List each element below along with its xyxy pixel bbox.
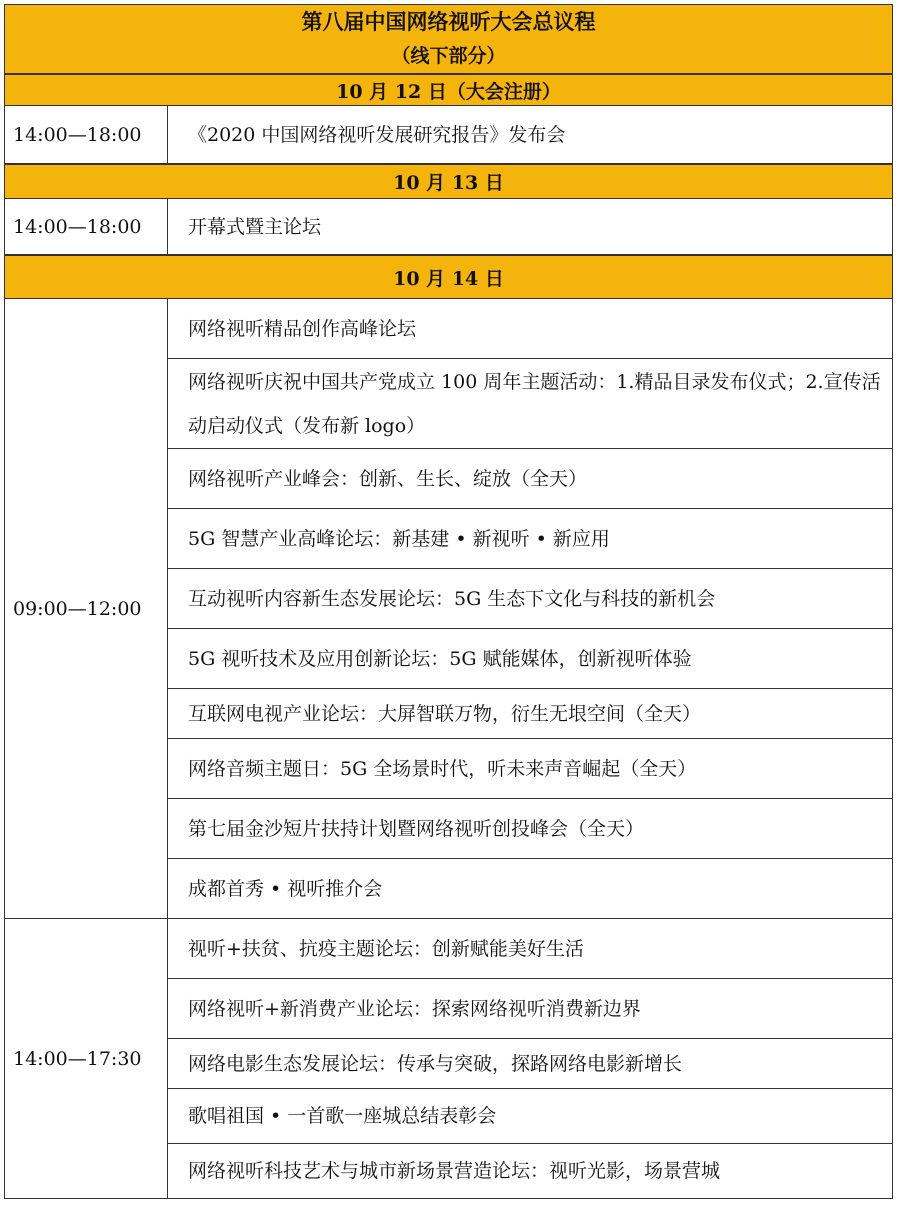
- time-slot: 14:00—18:00: [4, 199, 168, 255]
- session-item: 5G 视听技术及应用创新论坛：5G 赋能媒体，创新视听体验: [168, 629, 893, 689]
- time-slot-morning: 09:00—12:00: [4, 299, 168, 919]
- session-item: 网络视听精品创作高峰论坛: [168, 299, 893, 359]
- session-item: 网络视听庆祝中国共产党成立 100 周年主题活动：1.精品目录发布仪式；2.宣传活动启动仪式（发布新 logo）: [168, 359, 893, 449]
- day-label: 10 月 12 日（大会注册）: [336, 80, 561, 103]
- day-header-oct13: [4, 164, 893, 199]
- session-item: 视听+扶贫、抗疫主题论坛：创新赋能美好生活: [168, 919, 893, 979]
- session-item: 互联网电视产业论坛：大屏智联万物，衍生无垠空间（全天）: [168, 689, 893, 739]
- session-item: 互动视听内容新生态发展论坛：5G 生态下文化与科技的新机会: [168, 569, 893, 629]
- session-item: 开幕式暨主论坛: [168, 199, 893, 255]
- time-slot-afternoon: 14:00—17:30: [4, 919, 168, 1199]
- session-item: 第七届金沙短片扶持计划暨网络视听创投峰会（全天）: [168, 799, 893, 859]
- day-label: 10 月 13 日: [393, 172, 504, 194]
- session-item: 成都首秀 • 视听推介会: [168, 859, 893, 919]
- session-item: 网络视听科技艺术与城市新场景营造论坛：视听光影，场景营城: [168, 1144, 893, 1199]
- time-slot: 14:00—18:00: [4, 106, 168, 164]
- session-item: 《2020 中国网络视听发展研究报告》发布会: [168, 106, 893, 164]
- session-item: 网络音频主题日：5G 全场景时代，听未来声音崛起（全天）: [168, 739, 893, 799]
- session-item: 5G 智慧产业高峰论坛：新基建 • 新视听 • 新应用: [168, 509, 893, 569]
- page-subtitle: （线下部分）: [391, 45, 506, 67]
- page-title: 第八届中国网络视听大会总议程: [301, 9, 596, 34]
- day-header-oct12: [4, 74, 893, 106]
- session-item: 网络视听产业峰会：创新、生长、绽放（全天）: [168, 449, 893, 509]
- day-label: 10 月 14 日: [393, 267, 504, 290]
- session-item: 网络电影生态发展论坛：传承与突破，探路网络电影新增长: [168, 1039, 893, 1089]
- session-item: 网络视听+新消费产业论坛：探索网络视听消费新边界: [168, 979, 893, 1039]
- day-header-oct14: [4, 255, 893, 299]
- table-title-header: [4, 4, 893, 74]
- session-item: 歌唱祖国 • 一首歌一座城总结表彰会: [168, 1089, 893, 1144]
